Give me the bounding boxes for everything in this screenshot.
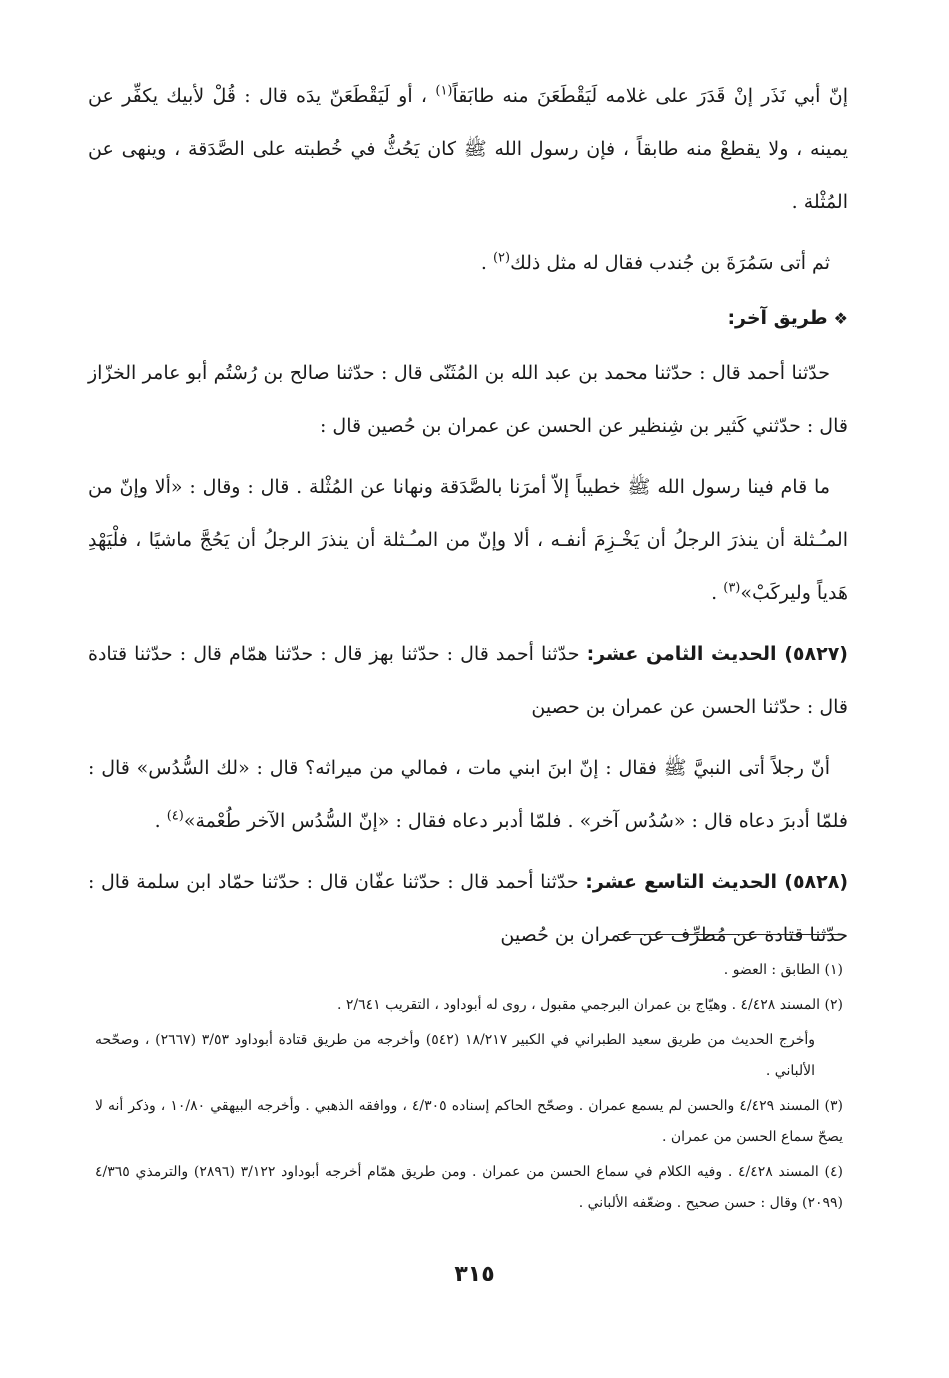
footnote-3: (٣) المسند ٤/٤٢٩ والحسن لم يسمع عمران . وصحّح الحاكم إسناده ٤/٣٠٥ ، ووافقه الذهبي . وأخرجه البيهقي ١٠/٨٠ ، وذكر أنه لا يصحّ سماع الحسن من عمران .	[95, 1098, 843, 1145]
footnote-ref-3[interactable]: (٣)	[723, 580, 741, 596]
hadith-5828-text: حدّثنا أحمد قال : حدّثنا عفّان قال : حدّثنا حمّاد ابن سلمة قال : حدّثنا قتادة عن مُطرِّف عن عمران بن حُصين	[88, 871, 848, 946]
hadith-5828-title: (٥٨٢٨) الحديث التاسع عشر:	[585, 871, 849, 893]
footnote-ref-1[interactable]: (١)	[435, 83, 453, 99]
paragraph-matn-text: ما قام فينا رسول الله ﷺ خطيباً إلاّ أمرَنا بالصَّدَقة ونهانا عن المُثْلة . قال : وقال : «ألا وإنّ من المـُـثلة أن ينذرَ الرجلُ أن يَخْـزِمَ أنفـه ، ألا وإنّ من المـُـثلة أن ينذرَ الرجلُ أن يَحُجَّ ماشيًا ، فلْيَهْدِ هَدياً وليركَبْ»	[88, 476, 848, 604]
footnote-2: (٢) المسند ٤/٤٢٨ . وهيّاج بن عمران البرجمي مقبول ، روى له أبوداود ، التقريب ٢/٦٤١ .	[336, 997, 843, 1013]
paragraph-matn-end: .	[711, 582, 724, 604]
paragraph-1	[88, 70, 848, 229]
paragraph-5827-matn-end: .	[154, 810, 167, 832]
page-body	[88, 70, 848, 970]
paragraph-5827-matn	[88, 742, 848, 848]
hadith-5827-text: حدّثنا أحمد قال : حدّثنا بهز قال : حدّثنا همّام قال : حدّثنا قتادة قال : حدّثنا الحسن عن عمران بن حصين	[88, 643, 848, 718]
footnote-ref-4[interactable]: (٤)	[166, 808, 184, 824]
hadith-5828	[88, 856, 848, 962]
hadith-5827-title: (٥٨٢٧) الحديث الثامن عشر:	[586, 643, 848, 665]
paragraph-1-continuation: ، أو لَيَقْطَعَنّ يدَه قال : قُلْ لأبيك يكفِّر عن يمينه ، ولا يقطعْ منه طابقاً ، فإن رسول الله ﷺ كان يَحُثُّ في خُطبته على الصَّدَقة ، وينهى عن المُثْلة .	[88, 85, 848, 213]
footnote-ref-2[interactable]: (٢)	[492, 250, 511, 266]
page-number: ٣١٥	[454, 1262, 495, 1287]
paragraph-isnad: حدّثنا أحمد قال : حدّثنا محمد بن عبد الله بن المُثَنّى قال : حدّثنا صالح بن رُسْتُم أبو عامر الخزّاز قال : حدّثني كَثير بن شِنظير عن الحسن عن عمران بن حُصين قال :	[88, 362, 848, 437]
paragraph-5827-matn-text: أنّ رجلاً أتى النبيَّ ﷺ فقال : إنّ ابنَ ابني مات ، فمالي من ميراثه؟ قال : «لك السُّدُس» قال : فلمّا أدبرَ دعاه قال : «سُدُس آخر» . فلمّا أدبر دعاه فقال : «إنّ السُّدُس الآخر طُعْمة»	[88, 757, 848, 832]
diamond-icon: ❖	[833, 309, 848, 328]
paragraph-matn	[88, 461, 848, 620]
footnote-4: (٤) المسند ٤/٤٢٨ . وفيه الكلام في سماع الحسن من عمران . ومن طريق همّام أخرجه أبوداود ٣/١٢٢ (٢٨٩٦) والترمذي ٤/٣٦٥ (٢٠٩٩) وقال : حسن صحيح . وضعّفه الألباني .	[95, 1164, 843, 1211]
footnotes	[95, 955, 843, 1223]
paragraph-2-end: .	[480, 252, 493, 274]
section-heading	[88, 298, 848, 339]
footnote-1: (١) الطابق : العضو .	[723, 962, 843, 978]
paragraph-1-text: إنّ أبي نَذَر إنْ قَدَرَ على غلامه لَيَقْطَعَنَ منه طابَقاً	[452, 85, 848, 107]
footnote-2-continuation: وأخرج الحديث من طريق سعيد الطبراني في الكبير ١٨/٢١٧ (٥٤٢) وأخرجه من طريق قتادة أبوداود ٣/٥٣ (٢٦٦٧) ، وصحّحه الألباني .	[95, 1032, 816, 1079]
footnote-divider	[618, 934, 843, 935]
section-heading-text: طريق آخر:	[727, 307, 828, 329]
hadith-5827	[88, 628, 848, 734]
paragraph-2	[88, 237, 848, 290]
paragraph-2-text: ثم أتى سَمُرَةَ بن جُندب فقال له مثل ذلك	[510, 252, 830, 274]
